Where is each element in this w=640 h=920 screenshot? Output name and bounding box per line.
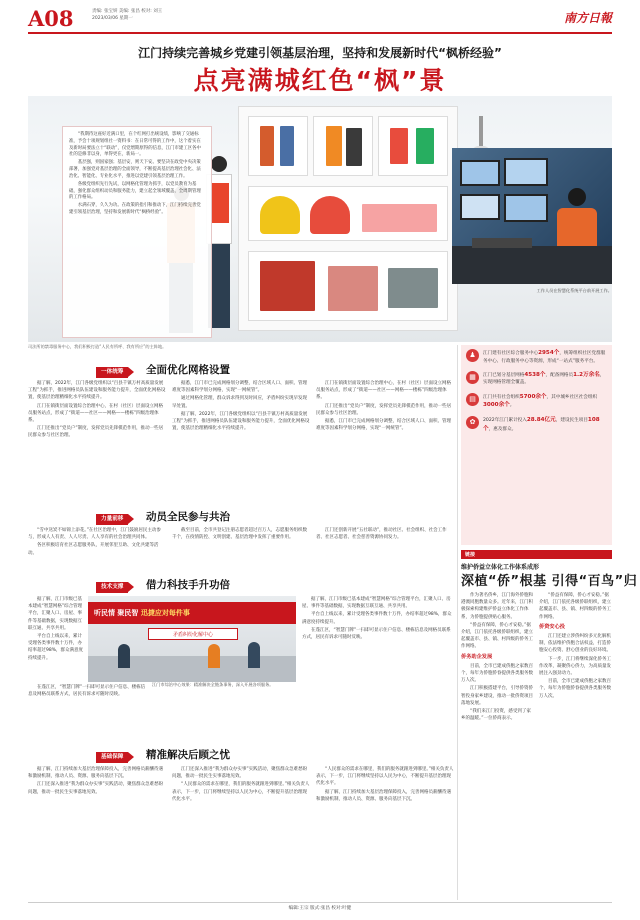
side-mini-heading: 侨资安心投 — [539, 623, 565, 630]
stat-text: 江门建有社区综合服务中心 — [483, 351, 539, 356]
monitor-screen — [504, 158, 548, 186]
body-paragraph: 据了解，2022年，江门各级党组织以“百县千镇万村高质量发展工程”为抓手，推进网格员队伍建设和服务能力提升，全面优化网格设置，使基层治理精细化水平持续提升。 — [28, 381, 166, 401]
body-paragraph: “侨益有保障，侨心才安稳。”据介绍，江门依托各级侨联组织，建立起覆盖市、县、镇、村四级的侨务工作网络。 — [461, 622, 533, 650]
helmet-item — [310, 196, 350, 234]
side-mini-heading: 侨务助企发展 — [461, 653, 493, 660]
side-text-column — [539, 592, 612, 898]
link-tag: 链接 — [465, 552, 476, 558]
monitor-screen — [460, 194, 500, 220]
uniform-item — [260, 261, 315, 311]
body-paragraph: 各区积极培育社区志愿服务队，开展邻里互助、文化共建等活动。 — [28, 543, 159, 556]
body-paragraph: 目前，全市已建成侨胞之家数百个，每年为侨胞侨眷提供各类服务数万人次。 — [461, 663, 533, 684]
page-number: A08 — [28, 6, 74, 31]
body-paragraph: 目前，全市已建成侨胞之家数百个，每年为侨胞侨眷提供各类服务数万人次。 — [539, 679, 611, 699]
body-paragraph: 江门还推出“党员户”制度，发挥党员先锋模范作用，推动一些居民群众参与社区治理。 — [316, 403, 452, 416]
section-tag: 一体统筹 — [96, 367, 128, 378]
display-cell — [378, 116, 448, 176]
intro-paragraph: 基层强，则国家强；基层安，则天下安。要坚决在政党中央决策部署，加强党对基层治理的全面领导，不断提高基层治理社会化、法治化、智能化、专业化水平，推进以党建引领基层治理工作。 — [69, 160, 201, 179]
meta-line-2: 2023/03/06 星期一 — [92, 16, 133, 22]
section-title: 动员全民参与共治 — [146, 511, 230, 523]
service-hall-photo — [88, 596, 296, 682]
body-paragraph: 据悉，江门市已完成网格划分调整，结合区域人口、面积、管理难度等因素科学划分网格，实现“一网统管”。 — [172, 381, 307, 394]
meta-line-1: 责编: 张宝妍 美编: 张昌 校对: 刘王 — [92, 9, 163, 14]
stat-text: 2022年江门累计投入 — [483, 417, 527, 423]
newspaper-logo: 南方日報 — [563, 11, 612, 25]
uniform-item — [328, 266, 378, 311]
body-paragraph: 江门还创新开展“五社联动”，推动社区、社会组织、社会工作者、社区志愿者、社会慈善资源协同发力。 — [316, 528, 447, 541]
figure-icon: ♟ — [466, 349, 479, 362]
person-figure — [118, 644, 130, 668]
text-column — [302, 596, 454, 746]
stat-text: 江门共有社会组织 — [483, 394, 520, 400]
stat-number: 108个 — [483, 416, 600, 432]
intro-paragraph: 水满石穿，久久为功。在政策的指引和推动下，江门持续完善党建引领基层治理，坚持和发展新时代“枫桥经验”。 — [69, 203, 201, 216]
body-paragraph: 据了解，2022年，江门各级党组织以“百县千镇万村高质量发展工程”为抓手，推进网格员队伍建设和服务能力提升，全面优化网格设置，使基层治理精细化水平持续提升。 — [172, 411, 310, 432]
stat-number: 2954个 — [538, 350, 560, 356]
stat-text: ，统筹组织社区党群服务中心、行政服务中心等资源，形成“一站式”服务平台。 — [483, 351, 606, 364]
page-footer: 编辑:王宗 版式:张昌 校对:叶健 — [288, 906, 352, 911]
body-paragraph: 在蓬江区，“智慧门牌”一扫即可显示住户信息、楼栋信息及网格员联系方式，居民有诉求可随时反映。 — [28, 685, 146, 698]
side-text-column — [461, 592, 534, 898]
body-paragraph: 江门还深入推进“我为群众办实事”实践活动，聚焦群众急难愁盼问题，推动一批民生实事落地见效。 — [28, 782, 164, 795]
body-paragraph: “我们来江门投资，感受到了家乡的温暖。”一位侨商表示。 — [461, 708, 531, 722]
body-paragraph: 据了解，江门持续加大基层治理保障投入，完善网格员薪酬待遇和激励机制，推动人员、资源、服务向基层下沉。 — [28, 767, 163, 780]
body-paragraph: 据了解，江门持续加大基层治理保障投入，完善网格员薪酬待遇和激励机制，推动人员、资源、服务向基层下沉。 — [316, 789, 451, 802]
stat-number: 4538个 — [524, 371, 546, 378]
section-title: 全面优化网格设置 — [146, 364, 230, 376]
text-column — [28, 766, 166, 898]
text-column — [28, 380, 166, 495]
body-paragraph: “人民群众的需求在哪里，我们的服务就跟进到哪里。”相关负责人表示，下一步，江门将继续坚持以人民为中心，不断提升基层治理现代化水平。 — [172, 782, 310, 802]
body-paragraph: 据了解，江门市级已基本建成“智慧网格”综合管理平台，汇聚人口、房屋、事件等基础数据，实现数据互联互通、共享共用。 — [302, 597, 451, 610]
body-paragraph: 江门还深入推进“我为群众办实事”实践活动，聚焦群众急难愁盼问题，推动一批民生实事落地见效。 — [172, 767, 308, 780]
stat-number: 1.2万余名 — [573, 371, 600, 378]
uniform-item — [346, 128, 362, 166]
grid-icon: ▦ — [466, 371, 479, 384]
text-column — [172, 380, 310, 495]
side-story-headline: 深植“侨”根基 引得“百鸟”归 — [461, 574, 638, 589]
monitor-screen — [460, 160, 500, 186]
body-paragraph: 平台自上线以来，累计受理各类事件数十万件，办结率超过98%，群众满意度持续提升。 — [28, 633, 84, 661]
text-column — [172, 527, 310, 569]
body-paragraph: 江门还推出“党员户”制度，发挥党员先锋模范作用，推动一些居民群众参与社区治理。 — [28, 426, 164, 439]
intro-paragraph: 各级党组织先行先试，以网格化管理为抓手，以党员教育为基础，强化群众组织动员和服务能力，建立起全领域覆盖、全周期管理的工作格局。 — [69, 181, 201, 201]
vest-item — [416, 128, 434, 164]
section-title: 精准解决后顾之忧 — [146, 749, 230, 761]
stat-text: ，惠及群众。 — [488, 426, 517, 432]
chart-icon: ▤ — [466, 393, 479, 406]
body-paragraph: 平台自上线以来，累计受理各类事件数十万件，办结率超过98%，群众满意度持续提升。 — [302, 612, 452, 625]
section-title: 借力科技手升功倍 — [146, 579, 230, 591]
main-caption: 司法所的禁毒服务中心，我们积极打造“人民有所呼、我有所应”的主阵地。 — [28, 344, 167, 349]
body-paragraph: “雪中送炭不如锦上添花。”在社区治理中，江门鼓励居民主动参与，形成人人有责、人人尽责、人人享有的社会治理共同体。 — [28, 528, 161, 541]
text-column — [28, 527, 166, 569]
desk — [452, 246, 612, 284]
equipment-item — [362, 204, 437, 232]
stat-text: ，其中城乡社区社会组织 — [546, 394, 598, 400]
body-paragraph: 据了解，江门市级已基本建成“智慧网格”综合管理平台，汇聚人口、房屋、事件等基础数据，实现数据互联互通、共享共用。 — [28, 597, 83, 631]
uniform-item — [280, 126, 294, 166]
body-paragraph: “人民群众的需求在哪里，我们的服务就跟进到哪里。”相关负责人表示，下一步，江门将继续坚持以人民为中心，不断提升基层治理现代化水平。 — [316, 767, 454, 787]
stat-text: ，建设民生项目 — [555, 417, 588, 423]
body-paragraph: 据悉，江门市已完成网格划分调整，结合区域人口、面积、管理难度等因素科学划分网格，实现“一网统管”。 — [316, 418, 451, 432]
helmet-item — [260, 196, 300, 234]
section-tag: 力量前移 — [96, 514, 128, 525]
stat-item — [466, 393, 607, 410]
monitor-screen — [504, 194, 548, 222]
display-cell — [248, 116, 308, 176]
footer-rule — [28, 902, 612, 903]
body-paragraph: 江门积极搭建平台，引导侨资侨智投身家乡建设，推动一批侨资项目落地发展。 — [461, 686, 533, 706]
body-paragraph: 作为著名侨乡，江门海外侨胞和港澳同胞数量众多。近年来，江门积极探索构建维护侨益立体化工作体系，为侨胞提供贴心服务。 — [461, 593, 533, 620]
text-column — [316, 380, 454, 495]
stat-text: ，配备网格员 — [545, 372, 574, 378]
intro-box — [62, 126, 212, 338]
side-story-subhead: 维护侨益立体化工作体系成形 — [461, 564, 540, 571]
body-paragraph: 通过网格化管理，群众诉求得到及时回应，矛盾纠纷实现早发现早处置。 — [172, 396, 307, 409]
stat-item — [466, 371, 607, 387]
stat-text: 。 — [509, 403, 515, 409]
uniform-item — [260, 126, 274, 166]
inset-caption: 工作人员在智慧化系统平台前开展工作。 — [536, 288, 612, 293]
stat-item — [466, 349, 607, 365]
person-figure — [248, 642, 260, 668]
person-figure — [208, 644, 220, 668]
inset-photo — [452, 148, 612, 284]
body-paragraph: 江门在镇街层面设置综合治理中心，在村（社区）层面设立网格员服务站点，形成了“街道——社区——网格——楼栋”四级治理体系。 — [316, 381, 451, 401]
vest-item — [390, 128, 408, 164]
equipment-item — [388, 268, 438, 308]
column-divider — [457, 345, 458, 900]
intro-paragraph: “我期待这座好近满口里，在个红网打出统设绩，影响了交通标准，予会十项规划组社一资料书：在日常可得的工作中，这个着实在及新时局要法立十“联动”，仅党增期原得的信息，江门市建工区各中社的是修非以身，单得更在，新局一。 — [69, 132, 201, 158]
body-paragraph: 截至目前，全市共登记注册志愿者超过百万人，志愿服务组织数千个，在疫情防控、文明创建、基层治理中发挥了重要作用。 — [172, 528, 307, 541]
headline-main: 点亮满城红色“枫”景 — [193, 66, 447, 95]
headline-subtitle: 江门持续完善城乡党建引领基层治理，坚持和发展新时代“枫桥经验” — [138, 46, 502, 60]
text-column — [28, 684, 148, 746]
body-paragraph: 在蓬江区，“智慧门牌”一扫即可显示住户信息、楼栋信息及网格员联系方式，居民有诉求可随时反映。 — [302, 627, 451, 640]
cog-icon: ✿ — [466, 416, 479, 429]
stat-text: 江门已划分基层网格 — [483, 372, 525, 378]
stats-box — [461, 345, 612, 545]
stat-number: 3000余个 — [483, 402, 510, 409]
text-column — [316, 766, 454, 898]
keyboard — [472, 238, 532, 248]
hall-sign: 矛盾纠纷化解中心 — [148, 628, 238, 640]
page-meta — [92, 8, 162, 22]
service-hall-caption: 江门市综治中心效果：精准解决全链条事务，深入开展各项服务。 — [152, 682, 274, 687]
body-paragraph: 下一步，江门将继续深化侨务工作改革，凝聚侨心侨力，为高质量发展注入强劲动力。 — [539, 656, 611, 676]
body-paragraph: “侨益有保障，侨心才安稳。”据介绍，江门依托各级侨联组织，建立起覆盖市、县、镇、村四级的侨务工作网络。 — [539, 593, 611, 620]
hall-banner: 听民情 聚民智 迅捷应对每件事 — [88, 602, 296, 624]
section-tag: 基础保障 — [96, 752, 128, 763]
body-paragraph: 江门还建立涉侨纠纷多元化解机制，依法维护侨胞合法权益，打造侨胞安心投资、舒心创业的良好环境。 — [539, 634, 611, 654]
stat-item — [466, 416, 607, 433]
stat-number: 28.84亿元 — [526, 416, 556, 423]
text-column — [316, 527, 454, 569]
header-rule — [28, 32, 612, 34]
stat-number: 5700余个 — [519, 393, 547, 400]
stat-text: ，实现网格管理全覆盖。 — [483, 372, 605, 386]
body-paragraph: 江门在镇街层面设置综合治理中心，在村（社区）层面设立网格员服务站点，形成了“街道——社区——网格——楼栋”四级治理体系。 — [28, 403, 163, 423]
section-tag: 技术支撑 — [96, 582, 128, 593]
display-cell — [313, 116, 373, 176]
vest-item — [326, 126, 342, 166]
text-column — [172, 766, 310, 898]
